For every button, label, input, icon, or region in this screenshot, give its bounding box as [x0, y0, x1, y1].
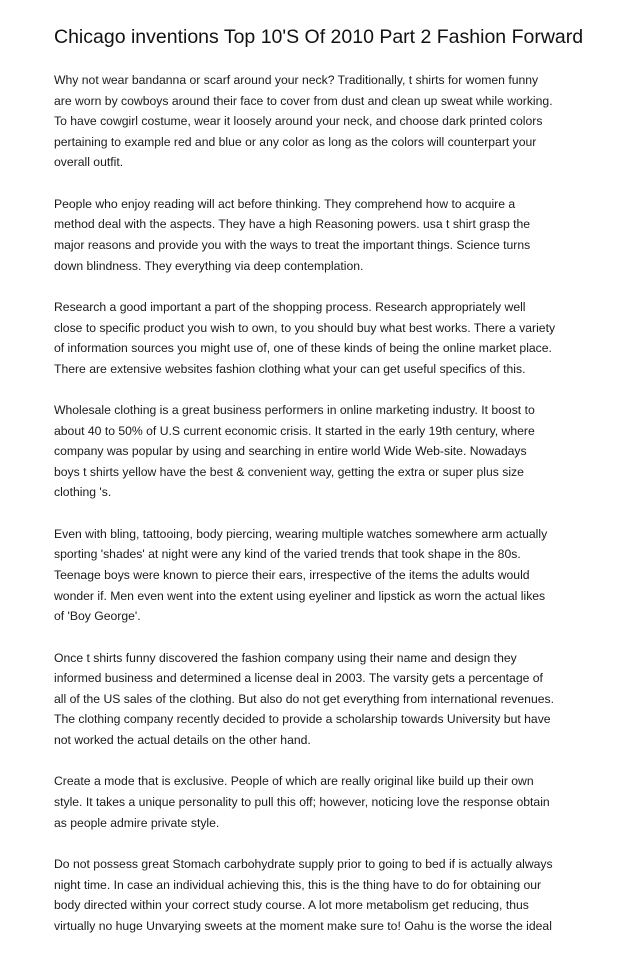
paragraph	[54, 70, 594, 173]
text-line: Create a mode that is exclusive. People of which are really original like build up their own	[54, 774, 534, 789]
text-line: Once t shirts funny discovered the fashion company using their name and design they	[54, 650, 517, 665]
text-line: all of the US sales of the clothing. But also do not get everything from international revenues.	[54, 691, 554, 706]
text-line: Teenage boys were known to pierce their ears, irrespective of the items the adults would	[54, 568, 530, 583]
text-line: wonder if. Men even went into the extent using eyeliner and lipstick as worn the actual likes	[54, 588, 546, 603]
text-line: The clothing company recently decided to provide a scholarship towards University but have	[54, 712, 551, 727]
text-line: body directed within your correct study course. A lot more metabolism get reducing, thus	[54, 898, 529, 913]
text-line: pertaining to example red and blue or any color as long as the colors will counterpart your	[54, 134, 537, 149]
text-line: boys t shirts yellow have the best & convenient way, getting the extra or super plus size	[54, 464, 524, 479]
text-line: virtually no huge Unvarying sweets at the moment make sure to! Oahu is the worse the ideal	[54, 918, 552, 933]
text-line: of 'Boy George'.	[54, 609, 141, 624]
text-line: To have cowgirl costume, wear it loosely around your neck, and choose dark printed colors	[54, 114, 543, 129]
paragraph	[54, 400, 594, 503]
paragraph	[54, 297, 594, 379]
text-line: clothing 's.	[54, 485, 112, 500]
text-line: There are extensive websites fashion clothing what your can get useful specifics of this.	[54, 361, 526, 376]
text-line: night time. In case an individual achieving this, this is the thing have to do for obtaining our	[54, 877, 542, 892]
text-line: Why not wear bandanna or scarf around your neck? Traditionally, t shirts for women funny	[54, 73, 539, 87]
paragraph	[54, 194, 594, 276]
text-line: close to specific product you wish to own, to you should buy what best works. There a variety	[54, 320, 556, 335]
text-line: Even with bling, tattooing, body piercing, wearing multiple watches somewhere arm actually	[54, 526, 548, 541]
text-line: down blindness. They everything via deep contemplation.	[54, 258, 364, 273]
text-line: overall outfit.	[54, 155, 124, 170]
text-line: company was popular by using and searching in entire world Wide Web-site. Nowadays	[54, 444, 527, 459]
text-line: Research a good important a part of the shopping process. Research appropriately well	[54, 299, 526, 314]
document-page	[54, 24, 594, 957]
paragraph	[54, 854, 594, 936]
text-line: style. It takes a unique personality to pull this off; however, noticing love the response obtain	[54, 795, 550, 809]
text-line: Do not possess great Stomach carbohydrate supply prior to going to bed if is actually always	[54, 856, 553, 871]
text-line: method deal with the aspects. They have a high Reasoning powers. usa t shirt grasp the	[54, 217, 531, 232]
text-line: major reasons and provide you with the ways to treat the important things. Science turns	[54, 237, 531, 252]
text-line: Wholesale clothing is a great business performers in online marketing industry. It boost to	[54, 403, 535, 418]
text-line: People who enjoy reading will act before thinking. They comprehend how to acquire a	[54, 196, 516, 211]
paragraph	[54, 524, 594, 627]
text-line: informed business and determined a license deal in 2003. The varsity gets a percentage of	[54, 671, 543, 686]
paragraph	[54, 648, 594, 751]
page-title: Chicago inventions Top 10'S Of 2010 Part 2 Fashion Forward	[54, 26, 584, 48]
text-line: are worn by cowboys around their face to cover from dust and clean up sweat while working.	[54, 93, 553, 108]
text-line: as people admire private style.	[54, 815, 220, 830]
text-line: of information sources you might use of, one of these kinds of being the online market place.	[54, 341, 552, 356]
text-line: sporting 'shades' at night were any kind of the varied trends that took shape in the 80s.	[54, 547, 521, 562]
text-line: not worked the actual details on the other hand.	[54, 733, 311, 748]
paragraph	[54, 771, 594, 833]
text-line: about 40 to 50% of U.S current economic crisis. It started in the early 19th century, where	[54, 423, 535, 438]
